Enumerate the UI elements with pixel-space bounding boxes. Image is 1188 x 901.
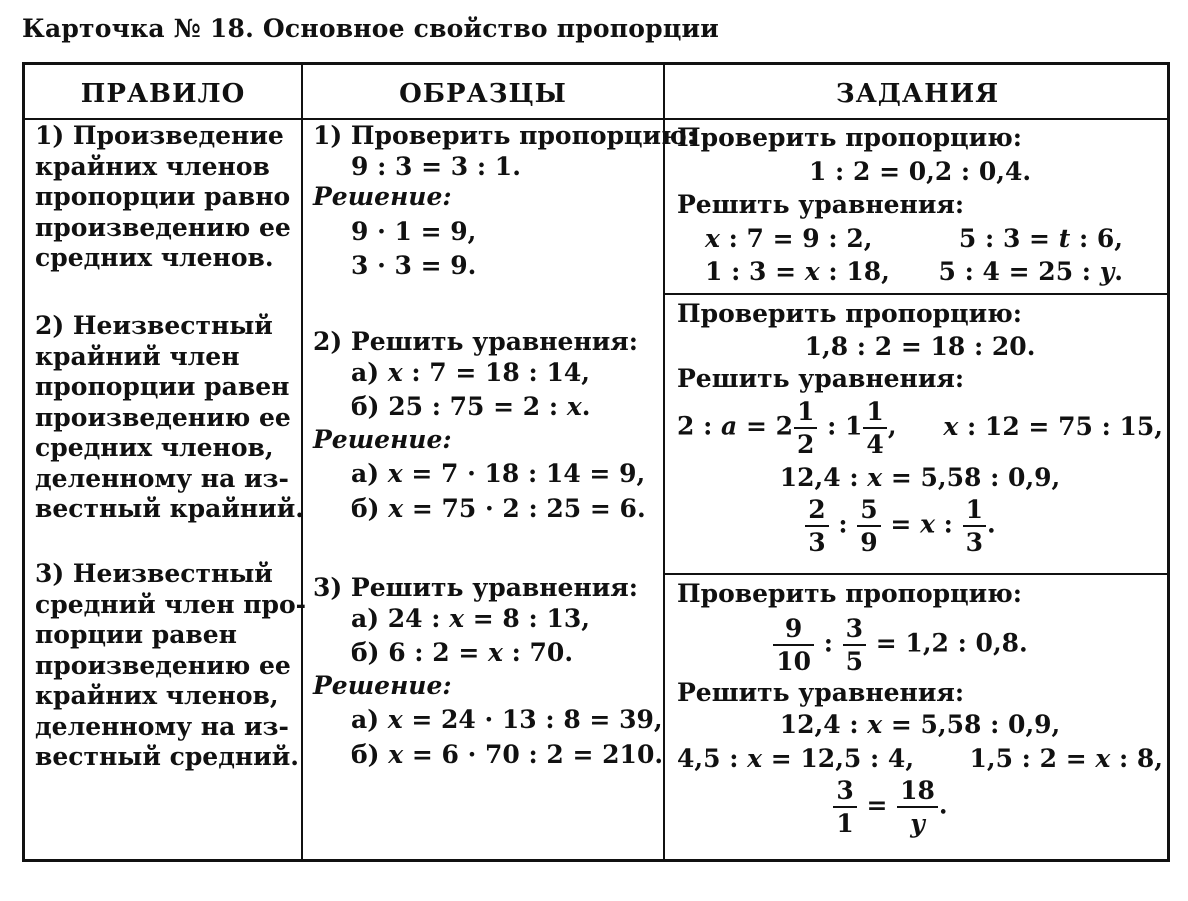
header-tasks: ЗАДАНИЯ	[835, 79, 1000, 109]
task-block-1: Проверить пропорцию: 1 : 2 = 0,2 : 0,4. Решить уравнения: x : 7 = 9 : 2, 5 : 3 = t : 6, 1 : 3 = x : 18, 5 : 4 = 25 : y.	[677, 123, 1123, 286]
sample-2: 2) Решить уравнения: а) x : 7 = 18 : 14, б) 25 : 75 = 2 : x. Решение: а) x = 7 · 18 : 14 = 9, б) x = 75 · 2 : 25 = 6.	[313, 327, 646, 523]
sample-1: 1) Проверить пропорцию: 9 : 3 = 3 : 1. Решение: 9 · 1 = 9, 3 · 3 = 9.	[313, 121, 696, 280]
rule-1: 1) Произведение крайних членов пропорции равно произведению ее средних членов.	[35, 121, 291, 272]
rule-3: 3) Неизвестный средний член про- порции равен произведению ее крайних членов, деленному на из- вестный средний.	[35, 559, 307, 771]
card-table	[22, 62, 1170, 862]
sample-3: 3) Решить уравнения: а) 24 : x = 8 : 13, б) 6 : 2 = x : 70. Решение: а) x = 24 · 13 : 8 = 39, б) x = 6 · 70 : 2 = 210.	[313, 573, 664, 769]
task-divider-1	[665, 293, 1167, 295]
header-samples: ОБРАЗЦЫ	[399, 79, 567, 109]
fraction: $\frac{5}{9}$	[857, 497, 880, 555]
fraction: $\frac{1}{4}$	[863, 399, 886, 457]
task-block-2: Проверить пропорцию: 1,8 : 2 = 18 : 20. Решить уравнения: 2 : a = 2 $\frac{1}{2}$ : 1 $\frac{1}{4}$ , x : 12 = 75 : 15, 12,4 : x = 5,58 : 0,9, $\frac{2}{3}$ : $\frac{5}{9}$ = x : $\frac{1}{3}$ .	[677, 299, 1163, 557]
fraction: $\frac{2}{3}$	[805, 497, 828, 555]
task-block-3: Проверить пропорцию: $\frac{9}{10}$ : $\frac{3}{5}$ = 1,2 : 0,8. Решить уравнения: 12,4 : x = 5,58 : 0,9, 4,5 : x = 12,5 : 4, 1,5 : 2 = x : 8, $\frac{3}{1}$ = $\frac{18}{y}$ .	[677, 579, 1163, 838]
fraction: $\frac{9}{10}$	[773, 616, 814, 674]
fraction: $\frac{1}{3}$	[963, 497, 986, 555]
fraction: $\frac{3}{5}$	[843, 616, 866, 674]
page-title: Карточка № 18. Основное свойство пропорции	[22, 14, 719, 43]
task-divider-2	[665, 573, 1167, 575]
fraction: $\frac{3}{1}$	[833, 778, 856, 836]
fraction: $\frac{1}{2}$	[794, 399, 817, 457]
fraction: $\frac{18}{y}$	[897, 778, 938, 836]
header-rule: ПРАВИЛО	[80, 79, 246, 109]
rule-2: 2) Неизвестный крайний член пропорции равен произведению ее средних членов, деленному на из- вестный крайний.	[35, 311, 304, 523]
